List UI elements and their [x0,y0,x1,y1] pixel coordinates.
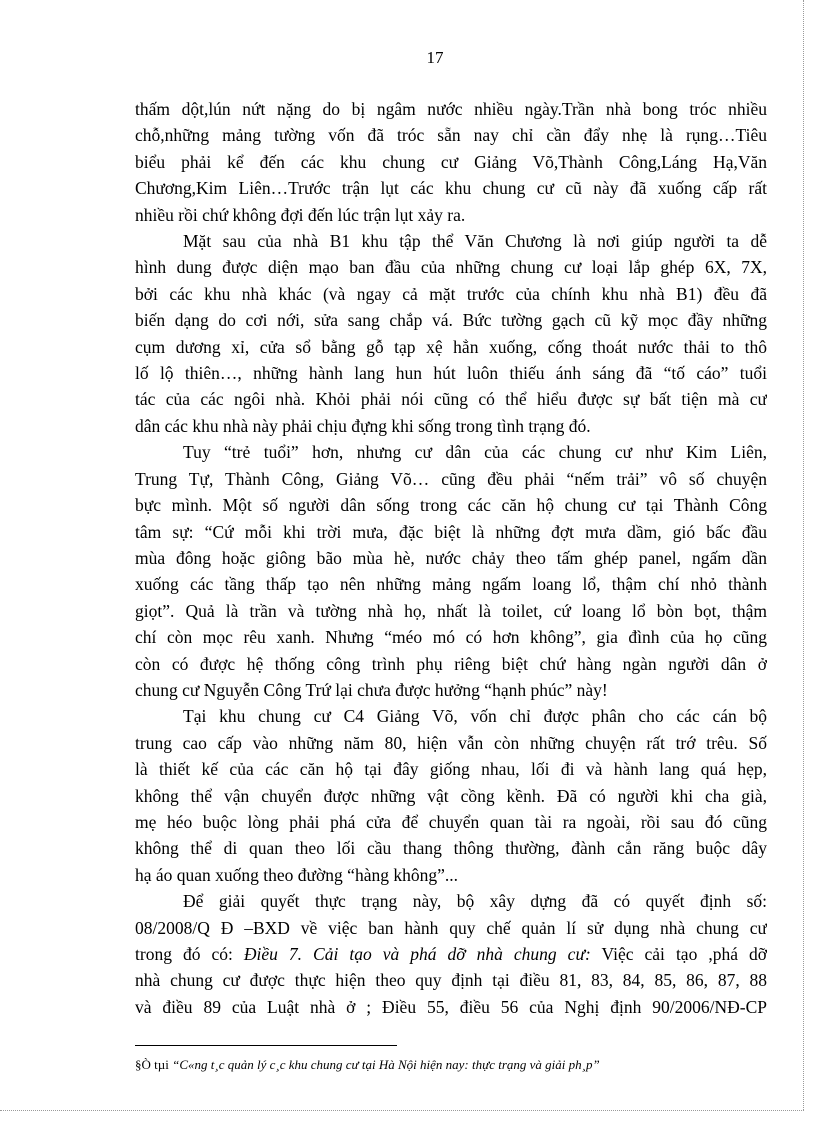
text-line: nhiều rồi chứ không đợi đến lúc trận lụt xảy ra. [135,204,466,225]
text-line: giọt”. Quả là trần và tường nhà họ, nhất là toilet, cứ loang lổ bòn bọt, thậm [135,600,767,621]
footnote [135,1056,775,1074]
paragraph-5 [135,888,767,1020]
text-line: tâm sự: “Cứ mỗi khi trời mưa, đặc biệt là những đợt mưa dầm, gió bấc đầu [135,521,767,542]
text-segment: trong đó có: [135,944,244,964]
text-line: nhà chung cư được thực hiện theo quy định tại điều 81, 83, 84, 85, 86, 87, 88 [135,970,767,991]
text-line: là thiết kế của các căn hộ tại đây giống nhau, lối đi và hành lang quá hẹp, [135,759,767,780]
text-line: mẹ héo buộc lòng phải phá cửa để chuyển quan tài ra ngoài, rồi sau đó cũng [135,811,767,832]
text-line: Để giải quyết thực trạng này, bộ xây dựng đã có quyết định số: [183,891,767,912]
text-line: xuống các tầng thấp tạo nên những mảng ngấm loang lổ, thậm chí nhỏ thành [135,574,767,595]
article-reference: Điều 7. Cải tạo và phá dỡ nhà chung cư: [243,944,591,964]
footnote-prefix: §Ò tµi [135,1057,173,1072]
text-line: Tại khu chung cư C4 Giảng Võ, vốn chỉ được phân cho các cán bộ [183,706,767,727]
text-segment: Việc cải tạo ,phá dỡ [590,944,767,964]
paragraph-4 [135,703,767,888]
text-line: thấm dột,lún nứt nặng do bị ngâm nước nhiều ngày.Trần nhà bong tróc nhiều [135,99,767,119]
text-line: 08/2008/Q Đ –BXD về việc ban hành quy chế quản lí sử dụng nhà chung cư [135,917,767,938]
text-line: Chương,Kim Liên…Trước trận lụt các khu chung cư cũ này đã xuống cấp rất [135,178,767,199]
paragraph-3 [135,439,767,703]
paragraph-1 [135,96,767,228]
text-line: không thể vận chuyển được những vật cồng kềnh. Đã có người khi cha già, [135,785,767,806]
text-line: Mặt sau của nhà B1 khu tập thể Văn Chương là nơi giúp người ta dễ [183,231,767,252]
text-line: hạ áo quan xuống theo đường “hàng không”... [135,864,458,885]
text-line: bực mình. Một số người dân sống trong các căn hộ chung cư tại Thành Công [135,495,767,516]
text-line: chỗ,những mảng tường vốn đã tróc sẵn nay chỉ cần đẩy nhẹ là rụng…Tiêu [135,125,767,146]
text-line: chung cư Nguyễn Công Trứ lại chưa được hưởng “hạnh phúc” này! [135,679,608,700]
text-line: biến dạng do cơi nới, sửa sang chắp vá. Bức tường gạch cũ kỹ mọc đầy những [135,310,767,331]
page-border-bottom [0,1110,804,1111]
text-line: mùa đông hoặc giông bão mùa hè, nước chảy theo tấm ghép panel, ngấm dần [135,547,767,568]
text-line: Trung Tự, Thành Công, Giảng Võ… cũng đều phải “nếm trải” vô số chuyện [135,468,767,489]
page-number: 17 [426,48,444,67]
text-line: tác của các ngôi nhà. Khỏi phải nói cũng có thể hiểu được sự bất tiện mà cư [135,389,767,410]
text-line: dân các khu nhà này phải chịu đựng khi sống trong tình trạng đó. [135,415,591,436]
text-line: bởi các khu nhà khác (và ngay cả mặt trước của chính khu nhà B1) đều đã [135,283,767,304]
footnote-rule [135,1045,397,1046]
text-line: và điều 89 của Luật nhà ở ; Điều 55, điều 56 của Nghị định 90/2006/NĐ-CP [135,996,767,1017]
text-line: không thể di quan theo lối cầu thang thông thường, đành cắn răng buộc dây [135,838,767,859]
text-line: biểu phải kể đến các khu chung cư Giảng Võ,Thành Công,Láng Hạ,Văn [135,151,767,172]
text-line: Tuy “trẻ tuổi” hơn, nhưng cư dân của các chung cư như Kim Liên, [183,442,767,463]
text-line: cụm dương xỉ, cửa sổ bằng gỗ tạp xệ hẳn xuống, cống thoát nước thải to thô [135,336,767,357]
footnote-title: “C«ng t¸c quản lý c¸c khu chung cư tại Hà Nội hiện nay: thực trạng và giải ph¸p” [172,1057,600,1072]
body-text [135,96,767,1020]
paragraph-2 [135,228,767,439]
text-line: lố lộ thiên…, những hành lang hun hút luôn thiếu ánh sáng đã “tố cáo” tuổi [135,363,767,384]
text-line [135,941,767,967]
text-line: trung cao cấp vào những năm 80, hiện vẫn còn những chuyện rất trớ trêu. Số [135,732,767,753]
page-border-right [803,0,804,1110]
text-line: hình dung được diện mạo ban đầu của những chung cư loại lắp ghép 6X, 7X, [135,257,767,278]
text-line: còn có được hệ thống công trình phụ riêng biệt chứ hàng ngàn người dân ở [135,653,767,674]
text-line: chí còn mọc rêu xanh. Nhưng “méo mó có hơn không”, gia đình của họ cũng [135,627,767,648]
